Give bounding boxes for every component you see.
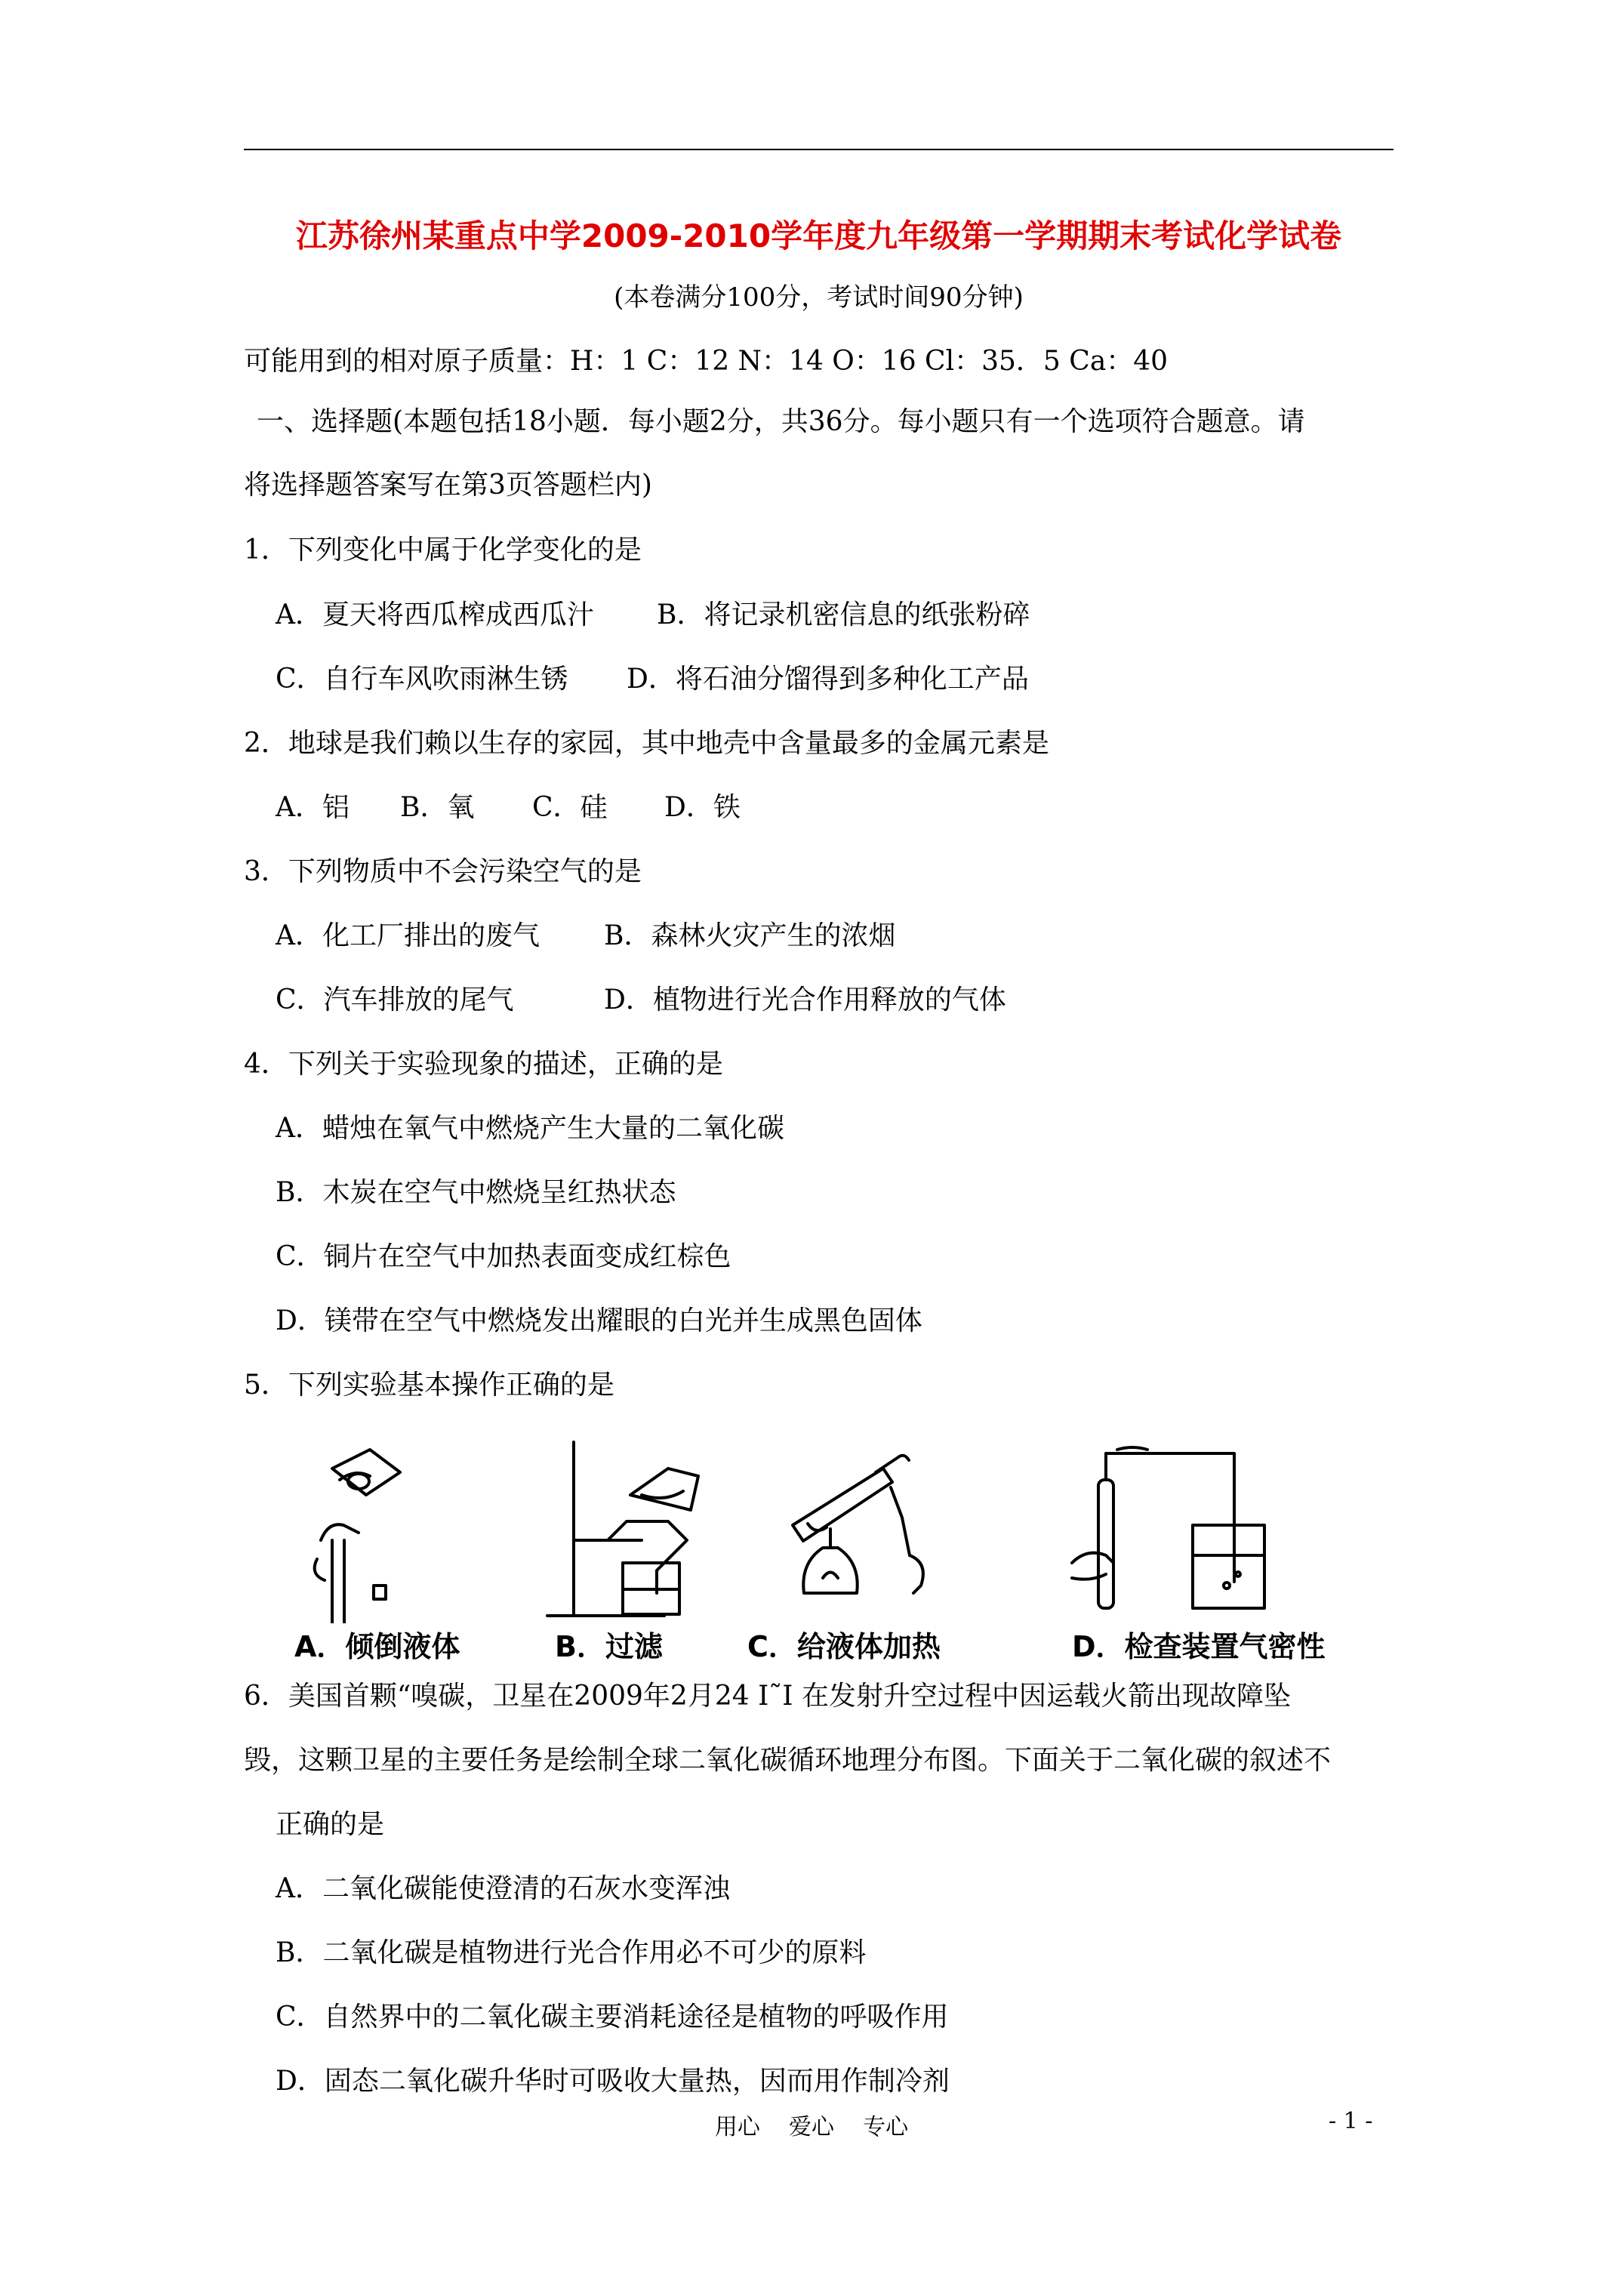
question-2-option-b: B．氧: [400, 792, 475, 823]
question-6-option-d: D．固态二氧化碳升华时可吸收大量热，因而用作制冷剂: [276, 2066, 950, 2097]
question-2-stem: 2．地球是我们赖以生存的家园，其中地壳中含量最多的金属元素是: [244, 728, 1049, 759]
question-4-option-a: A．蜡烛在氧气中燃烧产生大量的二氧化碳: [276, 1113, 784, 1144]
question-4-stem: 4．下列关于实验现象的描述，正确的是: [244, 1049, 723, 1080]
filtration-drawing: [547, 1442, 698, 1616]
question-1-stem: 1．下列变化中属于化学变化的是: [244, 535, 642, 566]
question-6-option-a: A．二氧化碳能使澄清的石灰水变浑浊: [276, 1873, 730, 1904]
header-rule: [244, 149, 1394, 150]
question-1-option-d: D．将石油分馏得到多种化工产品: [627, 664, 1029, 695]
pouring-liquid-drawing: [315, 1450, 400, 1623]
question-6-stem-line-2: 毁，这颗卫星的主要任务是绘制全球二氧化碳循环地理分布图。下面关于二氧化碳的叙述不: [244, 1745, 1332, 1776]
page-number: - 1 -: [1329, 2108, 1373, 2134]
section-heading-line-2: 将选择题答案写在第3页答题栏内): [244, 470, 652, 501]
question-2-option-a: A．铝: [276, 792, 350, 823]
footer-motto: 用心 爱心 专心: [714, 2114, 909, 2140]
question-5-stem: 5．下列实验基本操作正确的是: [244, 1370, 614, 1401]
exam-subtitle: (本卷满分100分，考试时间90分钟): [614, 282, 1024, 313]
airtightness-check-drawing: [1072, 1447, 1264, 1608]
atomic-masses: 可能用到的相对原子质量：H：1 C：12 N：14 O：16 Cl：35．5 Ca：40: [244, 346, 1169, 377]
figure-label-b: B．过滤: [555, 1630, 663, 1663]
question-3-stem: 3．下列物质中不会污染空气的是: [244, 856, 642, 887]
question-3-option-b: B．森林火灾产生的浓烟: [604, 920, 896, 951]
heating-liquid-drawing: [793, 1456, 923, 1593]
question-1-option-a: A．夏天将西瓜榨成西瓜汁: [276, 599, 594, 630]
question-4-option-c: C．铜片在空气中加热表面变成红棕色: [276, 1241, 731, 1272]
question-5-figure: [294, 1435, 1366, 1676]
figure-label-a: A．倾倒液体: [294, 1630, 460, 1663]
question-2-option-c: C．硅: [532, 792, 608, 823]
question-4-option-b: B．木炭在空气中燃烧呈红热状态: [276, 1177, 676, 1208]
question-6-stem-line-1: 6．美国首颗“嗅碳，卫星在2009年2月24 I˜I 在发射升空过程中因运载火箭出现故障坠: [244, 1681, 1291, 1712]
question-6-stem-line-3: 正确的是: [276, 1809, 385, 1840]
question-6-option-c: C．自然界中的二氧化碳主要消耗途径是植物的呼吸作用: [276, 2002, 949, 2032]
question-1-option-b: B．将记录机密信息的纸张粉碎: [657, 599, 1030, 630]
section-heading-line-1: 一、选择题(本题包括18小题．每小题2分，共36分。每小题只有一个选项符合题意。请: [257, 406, 1305, 437]
figure-label-d: D．检查装置气密性: [1072, 1630, 1326, 1663]
question-1-option-c: C．自行车风吹雨淋生锈: [276, 664, 568, 695]
lab-apparatus-illustration: [294, 1435, 1366, 1623]
question-3-option-a: A．化工厂排出的废气: [276, 920, 540, 951]
question-3-option-c: C．汽车排放的尾气: [276, 985, 514, 1015]
question-6-option-b: B．二氧化碳是植物进行光合作用必不可少的原料: [276, 1937, 867, 1968]
question-2-option-d: D．铁: [664, 792, 741, 823]
question-3-option-d: D．植物进行光合作用释放的气体: [604, 985, 1006, 1015]
figure-label-c: C．给液体加热: [747, 1630, 941, 1663]
exam-title: 江苏徐州某重点中学2009-2010学年度九年级第一学期期末考试化学试卷: [295, 217, 1342, 254]
question-4-option-d: D．镁带在空气中燃烧发出耀眼的白光并生成黑色固体: [276, 1305, 922, 1336]
